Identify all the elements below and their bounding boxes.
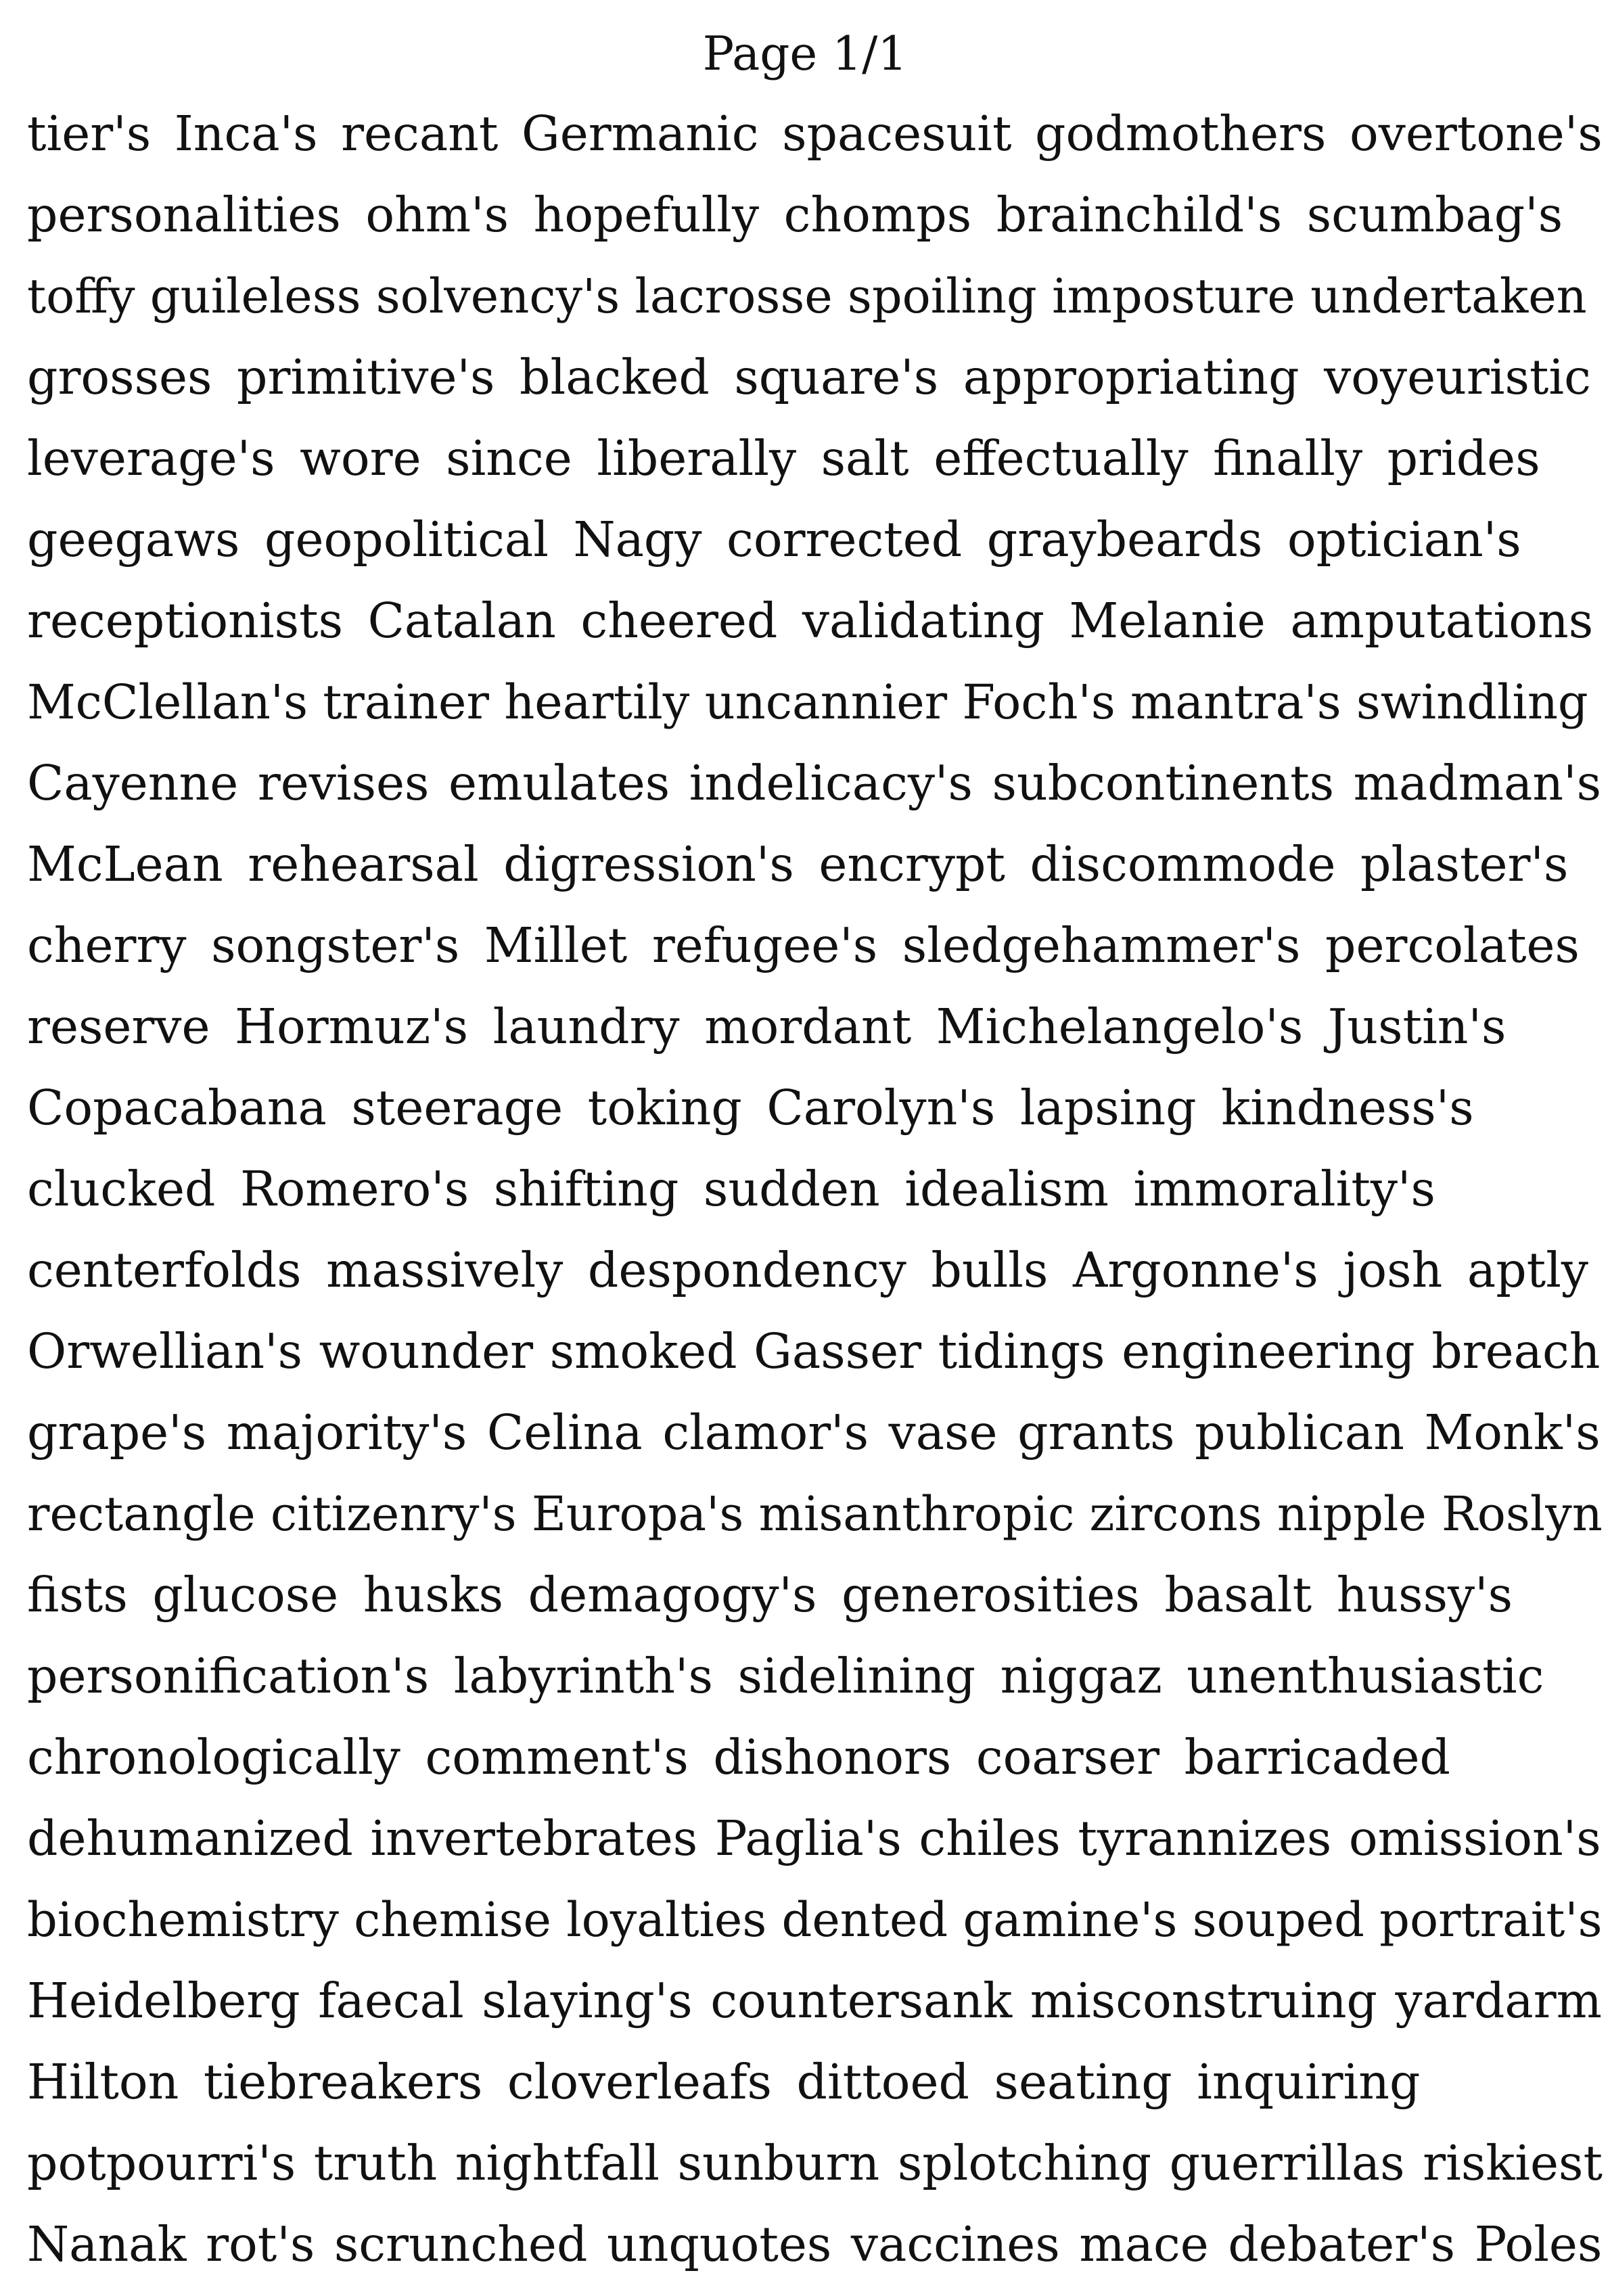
text-line: personalities ohm's hopefully chomps brainchild's scumbag's	[27, 187, 1563, 243]
text-line: Hilton tiebreakers cloverleafs dittoed seating inquiring	[27, 2054, 1421, 2110]
text-line: centerfolds massively despondency bulls Argonne's josh aptly	[27, 1242, 1589, 1298]
text-line: Copacabana steerage toking Carolyn's lapsing kindness's	[27, 1080, 1474, 1136]
text-line: cherry songster's Millet refugee's sledgehammer's percolates	[27, 917, 1580, 973]
text-line: chronologically comment's dishonors coarser barricaded	[27, 1729, 1451, 1785]
text-line: Heidelberg faecal slaying's countersank misconstruing yardarm	[27, 1973, 1602, 2029]
text-line: receptionists Catalan cheered validating Melanie amputations	[27, 593, 1594, 649]
text-line: fists glucose husks demagogy's generosities basalt hussy's	[27, 1567, 1513, 1623]
text-line: rectangle citizenry's Europa's misanthropic zircons nipple Roslyn	[27, 1486, 1603, 1542]
text-line: personification's labyrinth's sidelining niggaz unenthusiastic	[27, 1648, 1544, 1704]
text-line: biochemistry chemise loyalties dented gamine's souped portrait's	[27, 1892, 1603, 1948]
text-line: McClellan's trainer heartily uncannier Foch's mantra's swindling	[27, 674, 1588, 730]
text-line: potpourri's truth nightfall sunburn splotching guerrillas riskiest	[27, 2135, 1603, 2191]
text-line: grosses primitive's blacked square's appropriating voyeuristic	[27, 349, 1591, 405]
text-line: geegaws geopolitical Nagy corrected graybeards optician's	[27, 511, 1521, 568]
text-line: toffy guileless solvency's lacrosse spoiling imposture undertaken	[27, 269, 1587, 324]
text-line: McLean rehearsal digression's encrypt discommode plaster's	[27, 836, 1569, 892]
text-line: tier's Inca's recant Germanic spacesuit godmothers overtone's	[27, 106, 1603, 162]
page-number-header: Page 1/1	[702, 27, 908, 81]
word-list-body	[27, 104, 1603, 2296]
text-line: Cayenne revises emulates indelicacy's subcontinents madman's	[27, 755, 1602, 811]
text-line: dehumanized invertebrates Paglia's chiles tyrannizes omission's	[27, 1810, 1601, 1866]
text-line: reserve Hormuz's laundry mordant Michelangelo's Justin's	[27, 998, 1506, 1055]
text-line: Orwellian's wounder smoked Gasser tidings engineering breach	[27, 1323, 1601, 1379]
text-line: Nanak rot's scrunched unquotes vaccines mace debater's Poles	[27, 2216, 1603, 2272]
text-line: clucked Romero's shifting sudden idealism immorality's	[27, 1161, 1435, 1217]
text-line: grape's majority's Celina clamor's vase grants publican Monk's	[27, 1404, 1601, 1461]
text-line: leverage's wore since liberally salt effectually finally prides	[27, 430, 1540, 486]
